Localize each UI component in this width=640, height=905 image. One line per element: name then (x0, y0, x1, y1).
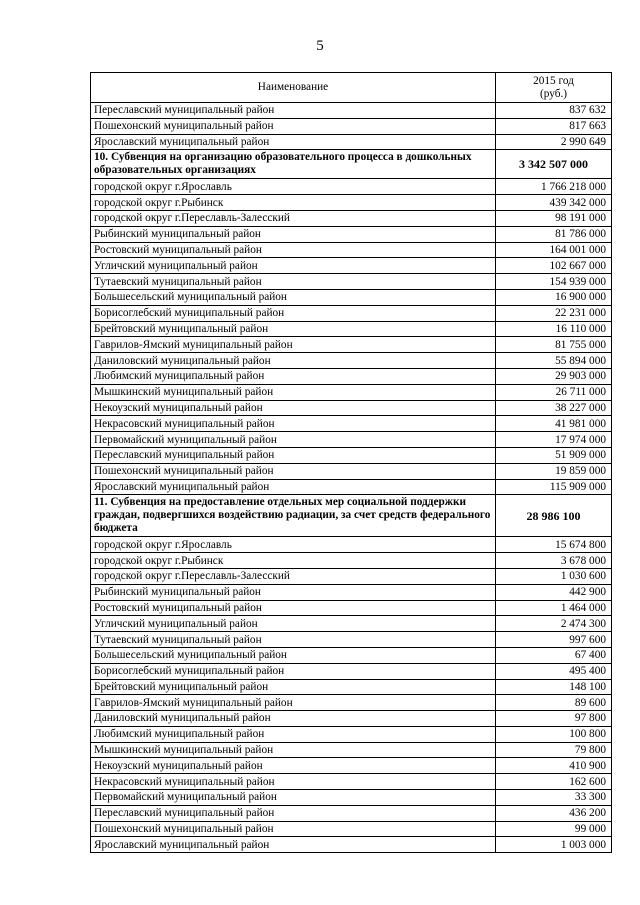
row-amount: 81 786 000 (496, 226, 612, 242)
row-name: Тутаевский муниципальный район (91, 632, 496, 648)
row-amount: 115 909 000 (496, 479, 612, 495)
row-name: городской округ г.Ярославль (91, 179, 496, 195)
table-row (91, 289, 612, 305)
row-name: городской округ г.Ярославль (91, 537, 496, 553)
table-row (91, 210, 612, 226)
row-amount: 164 001 000 (496, 242, 612, 258)
table-row (91, 805, 612, 821)
row-name: Большесельский муниципальный район (91, 289, 496, 305)
column-header-amount (496, 73, 612, 103)
table-row (91, 416, 612, 432)
row-amount: 15 674 800 (496, 537, 612, 553)
page-number: 5 (316, 38, 324, 54)
row-name: городской округ г.Переславль-Залесский (91, 568, 496, 584)
row-amount: 81 755 000 (496, 337, 612, 353)
row-name: Угличский муниципальный район (91, 258, 496, 274)
table-row (91, 305, 612, 321)
row-name: городской округ г.Рыбинск (91, 553, 496, 569)
row-amount: 1 766 218 000 (496, 179, 612, 195)
table-row (91, 134, 612, 150)
row-amount: 3 678 000 (496, 553, 612, 569)
row-amount: 79 800 (496, 742, 612, 758)
row-amount: 89 600 (496, 695, 612, 711)
row-name: Большесельский муниципальный район (91, 647, 496, 663)
table-row (91, 226, 612, 242)
row-amount: 99 000 (496, 821, 612, 837)
row-amount: 97 800 (496, 711, 612, 727)
table-row (91, 679, 612, 695)
table-row (91, 179, 612, 195)
row-amount: 22 231 000 (496, 305, 612, 321)
table-row (91, 647, 612, 663)
table-row (91, 616, 612, 632)
row-name: Ярославский муниципальный район (91, 837, 496, 853)
row-amount: 29 903 000 (496, 368, 612, 384)
row-amount: 19 859 000 (496, 463, 612, 479)
table-row (91, 432, 612, 448)
table-row (91, 663, 612, 679)
row-name: Гаврилов-Ямский муниципальный район (91, 337, 496, 353)
row-amount: 1 003 000 (496, 837, 612, 853)
table-row (91, 837, 612, 853)
row-amount: 1 030 600 (496, 568, 612, 584)
column-header-name: Наименование (91, 73, 496, 103)
row-name: Ростовский муниципальный район (91, 242, 496, 258)
table-row (91, 353, 612, 369)
table-row (91, 447, 612, 463)
row-amount: 17 974 000 (496, 432, 612, 448)
row-name: Мышкинский муниципальный район (91, 384, 496, 400)
table-body (91, 103, 612, 853)
column-header-year: 2015 год (533, 74, 574, 87)
column-header-unit: (руб.) (539, 87, 568, 100)
row-name: Пошехонский муниципальный район (91, 463, 496, 479)
table-row (91, 321, 612, 337)
row-name: Переславский муниципальный район (91, 103, 496, 119)
table-row (91, 384, 612, 400)
row-name: Борисоглебский муниципальный район (91, 305, 496, 321)
table-row (91, 463, 612, 479)
row-name: Некрасовский муниципальный район (91, 774, 496, 790)
row-amount: 2 474 300 (496, 616, 612, 632)
row-amount: 442 900 (496, 584, 612, 600)
row-name: Тутаевский муниципальный район (91, 274, 496, 290)
table-row (91, 632, 612, 648)
row-name: Ростовский муниципальный район (91, 600, 496, 616)
table-row (91, 258, 612, 274)
row-name: Ярославский муниципальный район (91, 479, 496, 495)
section-row (91, 495, 612, 537)
table-row (91, 600, 612, 616)
table-row (91, 537, 612, 553)
row-amount: 67 400 (496, 647, 612, 663)
row-amount: 410 900 (496, 758, 612, 774)
row-amount: 26 711 000 (496, 384, 612, 400)
table-row (91, 726, 612, 742)
subvention-table (90, 72, 612, 853)
row-amount: 33 300 (496, 790, 612, 806)
row-amount: 2 990 649 (496, 134, 612, 150)
row-name: городской округ г.Переславль-Залесский (91, 210, 496, 226)
row-amount: 154 939 000 (496, 274, 612, 290)
row-name: Любимский муниципальный район (91, 726, 496, 742)
row-amount: 100 800 (496, 726, 612, 742)
row-name: Некоузский муниципальный район (91, 758, 496, 774)
row-name: Рыбинский муниципальный район (91, 584, 496, 600)
row-amount: 439 342 000 (496, 195, 612, 211)
table-row (91, 568, 612, 584)
row-name: Первомайский муниципальный район (91, 790, 496, 806)
table-row (91, 821, 612, 837)
table-row (91, 400, 612, 416)
table-row (91, 584, 612, 600)
row-name: Переславский муниципальный район (91, 805, 496, 821)
row-name: Брейтовский муниципальный район (91, 321, 496, 337)
row-name: Даниловский муниципальный район (91, 711, 496, 727)
row-amount: 16 900 000 (496, 289, 612, 305)
row-name: Пошехонский муниципальный район (91, 118, 496, 134)
row-name: Брейтовский муниципальный район (91, 679, 496, 695)
row-amount: 16 110 000 (496, 321, 612, 337)
row-name: Гаврилов-Ямский муниципальный район (91, 695, 496, 711)
table-row (91, 195, 612, 211)
row-name: Пошехонский муниципальный район (91, 821, 496, 837)
table-row (91, 695, 612, 711)
row-amount: 102 667 000 (496, 258, 612, 274)
row-name: Угличский муниципальный район (91, 616, 496, 632)
row-amount: 1 464 000 (496, 600, 612, 616)
row-amount: 817 663 (496, 118, 612, 134)
section-title: 10. Субвенция на организацию образовательного процесса в дошкольных образовательных организациях (91, 150, 496, 179)
row-name: Рыбинский муниципальный район (91, 226, 496, 242)
table-row (91, 711, 612, 727)
table-row (91, 368, 612, 384)
table-row (91, 479, 612, 495)
row-name: Борисоглебский муниципальный район (91, 663, 496, 679)
table-row (91, 742, 612, 758)
table-row (91, 103, 612, 119)
section-total: 28 986 100 (496, 495, 612, 537)
table-row (91, 790, 612, 806)
row-amount: 98 191 000 (496, 210, 612, 226)
table-row (91, 337, 612, 353)
table-row (91, 118, 612, 134)
section-title: 11. Субвенция на предоставление отдельных мер социальной поддержки граждан, подвергшихся воздействию радиации, за счет средств федерального бюджета (91, 495, 496, 537)
row-amount: 495 400 (496, 663, 612, 679)
table-row (91, 774, 612, 790)
row-amount: 41 981 000 (496, 416, 612, 432)
row-name: Ярославский муниципальный район (91, 134, 496, 150)
row-name: Переславский муниципальный район (91, 447, 496, 463)
table-row (91, 242, 612, 258)
row-amount: 997 600 (496, 632, 612, 648)
row-amount: 51 909 000 (496, 447, 612, 463)
row-amount: 55 894 000 (496, 353, 612, 369)
row-name: Некоузский муниципальный район (91, 400, 496, 416)
section-total: 3 342 507 000 (496, 150, 612, 179)
table-header-row (91, 73, 612, 103)
row-name: Любимский муниципальный район (91, 368, 496, 384)
row-amount: 38 227 000 (496, 400, 612, 416)
row-name: Мышкинский муниципальный район (91, 742, 496, 758)
row-name: Некрасовский муниципальный район (91, 416, 496, 432)
row-name: городской округ г.Рыбинск (91, 195, 496, 211)
table-row (91, 274, 612, 290)
table-row (91, 553, 612, 569)
section-row (91, 150, 612, 179)
row-amount: 162 600 (496, 774, 612, 790)
row-amount: 837 632 (496, 103, 612, 119)
row-amount: 148 100 (496, 679, 612, 695)
row-name: Первомайский муниципальный район (91, 432, 496, 448)
row-amount: 436 200 (496, 805, 612, 821)
row-name: Даниловский муниципальный район (91, 353, 496, 369)
table-row (91, 758, 612, 774)
